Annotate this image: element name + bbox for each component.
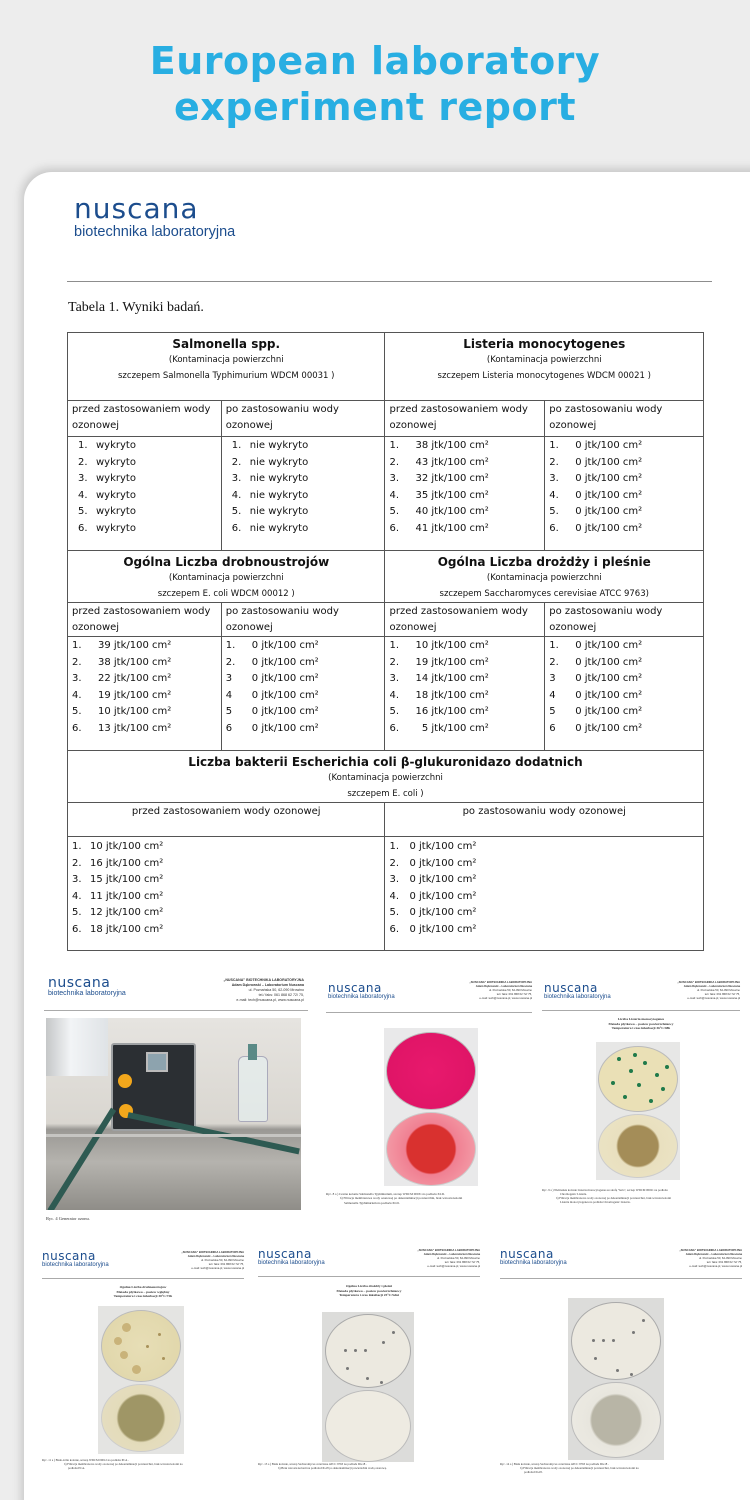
thumb-caption: Ryc. 11 a ) Biało-żółte kolonie, szczep WDCM 00012 na podłożu PCA . b) Filtracja membranowa wody ozonowej po dekontaminacji powierzchni, brak wzrostu kolonii na podłożu PCA. (42, 1458, 183, 1470)
list-item: 3 0 jtk/100 cm² (225, 673, 319, 684)
list-item: 4. 0 jtk/100 cm² (389, 890, 477, 902)
list-item: 4. 18 jtk/100 cm² (389, 689, 489, 701)
thumb-logo: nuscana biotechnika laboratoryjna (544, 981, 611, 1000)
list-item: 5. 10 jtk/100 cm² (72, 706, 172, 717)
list-item: 6. 41 jtk/100 cm² (389, 522, 489, 534)
thumb-address: „NUSCANA” BIOTECHNIKA LABORATORYJNA Adam Dąbrowski – Laboratorium Nuscana ul. Poznańska 50, 62-090 Mrowino tel./ faks: 061 868 62 72/ 75, e-mail: tech@nuscana.pl, www.nuscana.pl (677, 980, 740, 1000)
list-item: 4. nie wykryto (231, 489, 309, 501)
thumb-address: „NUSCANA” BIOTECHNIKA LABORATORYJNA Adam Dąbrowski – Laboratorium Nuscana ul. Poznańska 50, 62-090 Mrowino tel./ faks: 061 868 62 72/ 75, e-mail: tech@nuscana.pl, www.nuscana.pl (223, 978, 304, 1002)
values-yeasts-before (385, 637, 545, 751)
list-item: 2. nie wykryto (231, 456, 309, 468)
list-item: 5. 0 jtk/100 cm² (549, 506, 643, 517)
list-item: 2. 19 jtk/100 cm² (389, 656, 489, 668)
list-item: 4 0 jtk/100 cm² (225, 689, 319, 701)
list-item: 4. 0 jtk/100 cm² (549, 489, 643, 501)
list-item: 6. wykryto (78, 522, 136, 534)
column-header-before: przed zastosowaniem wody ozonowej (68, 603, 222, 637)
thumb-logo: nuscana biotechnika laboratoryjna (48, 975, 126, 997)
page-title-line2: experiment report (173, 85, 577, 129)
thumb-heading: Ogólna Liczba drobnoustrojów Metoda płytkowa – posiew wgłębny Temperatura i czas inkubacji 30°C/72h (113, 1285, 173, 1298)
section-header-salmonella: Salmonella spp. (Kontaminacja powierzchni szczepem Salmonella Typhimurium WDCM 00031 ) (68, 333, 385, 401)
list-item: 3. 0 jtk/100 cm² (389, 874, 477, 885)
thumb-logo: nuscana biotechnika laboratoryjna (258, 1247, 325, 1266)
column-header-before: przed zastosowaniem wody ozonowej (68, 401, 222, 437)
list-item: 5. wykryto (78, 506, 136, 517)
list-item: 1. 0 jtk/100 cm² (389, 841, 477, 852)
pca-plates-photo (98, 1306, 184, 1454)
list-item: 4. 11 jtk/100 cm² (72, 890, 164, 902)
thumb-address: „NUSCANA” BIOTECHNIKA LABORATORYJNA Adam Dąbrowski – Laboratorium Nuscana ul. Poznańska 50, 62-090 Mrowino tel./ faks: 061 868 62 72/ 75, e-mail: tech@nuscana.pl, www.nuscana.pl (679, 1248, 742, 1268)
ozone-generator-photo (46, 1018, 301, 1210)
list-item: 2. 43 jtk/100 cm² (389, 456, 489, 468)
list-item: 4. wykryto (78, 489, 136, 501)
values-total-after (221, 637, 385, 751)
values-listeria-after (545, 437, 704, 551)
list-item: 6. nie wykryto (231, 522, 309, 534)
thumb-address: „NUSCANA” BIOTECHNIKA LABORATORYJNA Adam Dąbrowski – Laboratorium Nuscana ul. Poznańska 50, 62-090 Mrowino tel./ faks: 061 868 62 72/ 75, e-mail: tech@nuscana.pl, www.nuscana.pl (417, 1248, 480, 1268)
column-header-after: po zastosowaniu wody ozonowej (221, 401, 385, 437)
list-item: 3. 0 jtk/100 cm² (549, 473, 643, 484)
logo-tagline: biotechnika laboratoryjna (74, 224, 236, 240)
column-header-before: przed zastosowaniem wody ozonowej (385, 401, 545, 437)
column-header-after: po zastosowaniu wody ozonowej (385, 803, 704, 837)
list-item: 3. nie wykryto (231, 473, 309, 484)
list-item: 3. 15 jtk/100 cm² (72, 874, 164, 885)
list-item: 2. 0 jtk/100 cm² (549, 656, 643, 668)
list-item: 2. 0 jtk/100 cm² (549, 456, 643, 468)
list-item: 3. 22 jtk/100 cm² (72, 673, 172, 684)
list-item: 6. 13 jtk/100 cm² (72, 722, 172, 734)
thumb-address: „NUSCANA” BIOTECHNIKA LABORATORYJNA Adam Dąbrowski – Laboratorium Nuscana ul. Poznańska 50, 62-090 Mrowino tel./ faks: 061 868 62 72/ 75, e-mail: tech@nuscana.pl, www.nuscana.pl (469, 980, 532, 1000)
list-item: 4 0 jtk/100 cm² (549, 689, 643, 701)
thumb-logo: nuscana biotechnika laboratoryjna (500, 1247, 567, 1266)
list-item: 6. 0 jtk/100 cm² (389, 923, 477, 935)
list-item: 5. 16 jtk/100 cm² (389, 706, 489, 717)
thumb-caption: Ryc. 14 a ) Białe kolonie, szczep Sacharomyces cerevisiae ATCC 9763 na podłożu DG18 . b) Filtracja membranowa wody ozonowej po dekontaminacji powierzchni, brak wzrostu kolonii na podłożu DG18. (500, 1462, 639, 1474)
list-item: 3. 32 jtk/100 cm² (389, 473, 489, 484)
list-item: 2. 0 jtk/100 cm² (389, 857, 477, 869)
list-item: 1. nie wykryto (231, 440, 309, 451)
dg18-plates-photo (322, 1312, 414, 1462)
thumb-heading: Liczba Listeria monocytogenes Metoda płytkowa – posiew powierzchniowy Temperatura i czas inkubacji 36°C/48h (608, 1017, 674, 1030)
list-item: 6. 18 jtk/100 cm² (72, 923, 164, 935)
thumb-logo: nuscana biotechnika laboratoryjna (328, 981, 395, 1000)
thumb-caption: Ryc. 8 a ) Czarne kolonie Salmonella Typhimurium, szczep WDCM 00031 na podłożu XLD. b) Filtracja membranowa wody ozonowej po dekontaminacji powierzchni, brak wzrostu kolonii Salmonella Typhimurium na podłożu XLD. (326, 1192, 463, 1205)
section-header-ecoli: Liczba bakterii Escherichia coli β-glukuronidazo dodatnich (Kontaminacja powierzchni szczepem E. coli ) (68, 751, 704, 803)
list-item: 1. 0 jtk/100 cm² (549, 440, 643, 451)
section-header-total-microorganisms: Ogólna Liczba drobnoustrojów (Kontaminacja powierzchni szczepem E. coli WDCM 00012 ) (68, 551, 385, 603)
listeria-plates-photo (596, 1042, 680, 1180)
salmonella-plates-photo (384, 1028, 478, 1186)
page-thumbnail-yeasts-filtration (496, 1240, 746, 1480)
values-listeria-before (385, 437, 545, 551)
list-item: 4. 19 jtk/100 cm² (72, 689, 172, 701)
list-item: 6. 0 jtk/100 cm² (549, 522, 643, 534)
page-thumbnail-total-microorganisms (38, 1240, 248, 1480)
list-item: 2. 16 jtk/100 cm² (72, 857, 164, 869)
list-item: 5. 12 jtk/100 cm² (72, 907, 164, 918)
page-thumbnail-listeria (538, 970, 744, 1218)
list-item: 2. 38 jtk/100 cm² (72, 656, 172, 668)
section-header-yeasts-molds: Ogólna Liczba drożdży i pleśnie (Kontaminacja powierzchni szczepem Saccharomyces cerevisiae ATCC 9763) (385, 551, 704, 603)
column-header-before: przed zastosowaniem wody ozonowej (68, 803, 385, 837)
values-yeasts-after (545, 637, 704, 751)
list-item: 6. 5 jtk/100 cm² (389, 722, 489, 734)
list-item: 1. 39 jtk/100 cm² (72, 640, 172, 651)
values-ecoli-before (68, 837, 385, 951)
section-header-listeria: Listeria monocytogenes (Kontaminacja powierzchni szczepem Listeria monocytogenes WDCM 00021 ) (385, 333, 704, 401)
thumb-caption: Ryc. 4 Generator ozonu. (46, 1216, 90, 1221)
values-ecoli-after (385, 837, 704, 951)
page-thumbnail-salmonella (322, 970, 536, 1218)
list-item: 6 0 jtk/100 cm² (549, 722, 643, 734)
column-header-after: po zastosowaniu wody ozonowej (545, 401, 704, 437)
list-item: 6 0 jtk/100 cm² (225, 722, 319, 734)
values-total-before (68, 637, 222, 751)
results-table (67, 332, 704, 951)
thumb-caption: Ryc. 9 a ) Niebieskie kolonie Listeria monocytogenes ze strefą "halo", szczep WDCM 00021 na podłożu Chromogenic Listeria. b) Filtracja membranowa wody ozonowej po dekontaminacji powierzchni, brak wzrostu kolonii Listeria monocytogenes na podłożu Chromogenic Listeria. (542, 1188, 672, 1204)
column-header-after: po zastosowaniu wody ozonowej (545, 603, 704, 637)
table-caption: Tabela 1. Wyniki badań. (68, 300, 204, 315)
list-item: 4. 35 jtk/100 cm² (389, 489, 489, 501)
list-item: 5 0 jtk/100 cm² (549, 706, 643, 717)
list-item: 5. nie wykryto (231, 506, 309, 517)
nuscana-logo (74, 194, 235, 240)
page-title-line1: European laboratory (149, 39, 601, 83)
page-thumbnail-yeasts (254, 1240, 484, 1480)
logo-brand: nuscana (74, 192, 199, 225)
page-title (0, 38, 750, 130)
dg18-filtration-photo (568, 1298, 664, 1460)
list-item: 2. wykryto (78, 456, 136, 468)
column-header-before: przed zastosowaniem wody ozonowej (385, 603, 545, 637)
list-item: 1. 10 jtk/100 cm² (389, 640, 489, 651)
header-divider (67, 281, 712, 282)
list-item: 3. 14 jtk/100 cm² (389, 673, 489, 684)
list-item: 5. 0 jtk/100 cm² (389, 907, 477, 918)
list-item: 3. wykryto (78, 473, 136, 484)
list-item: 1. 0 jtk/100 cm² (549, 640, 643, 651)
page-thumbnail-ozone-generator (40, 968, 308, 1230)
list-item: 3 0 jtk/100 cm² (549, 673, 643, 684)
list-item: 1. wykryto (78, 440, 136, 451)
list-item: 2. 0 jtk/100 cm² (225, 656, 319, 668)
list-item: 1. 0 jtk/100 cm² (225, 640, 319, 651)
list-item: 5 0 jtk/100 cm² (225, 706, 319, 717)
values-salmonella-after (221, 437, 385, 551)
column-header-after: po zastosowaniu wody ozonowej (221, 603, 385, 637)
thumb-logo: nuscana biotechnika laboratoryjna (42, 1249, 109, 1268)
list-item: 1. 38 jtk/100 cm² (389, 440, 489, 451)
list-item: 5. 40 jtk/100 cm² (389, 506, 489, 517)
list-item: 1. 10 jtk/100 cm² (72, 841, 164, 852)
thumb-caption: Ryc. 13 a ) Białe kolonie, szczep Sacharomyces cerevisiae ATCC 9763 na podłożu DG18 . b) Brak wzrostu kolonii na podłożu DG18 po dekontaminacji powierzchni wodą ozonową. (258, 1462, 387, 1470)
thumb-address: „NUSCANA” BIOTECHNIKA LABORATORYJNA Adam Dąbrowski – Laboratorium Nuscana ul. Poznańska 50, 62-090 Mrowino tel./ faks: 061 868 62 72/ 75, e-mail: tech@nuscana.pl, www.nuscana.pl (181, 1250, 244, 1270)
values-salmonella-before (68, 437, 222, 551)
thumb-heading: Ogólna Liczba drożdży i pleśni Metoda płytkowa – posiew powierzchniowy Temperatura i czas inkubacji 25°C/5dni (336, 1284, 402, 1297)
